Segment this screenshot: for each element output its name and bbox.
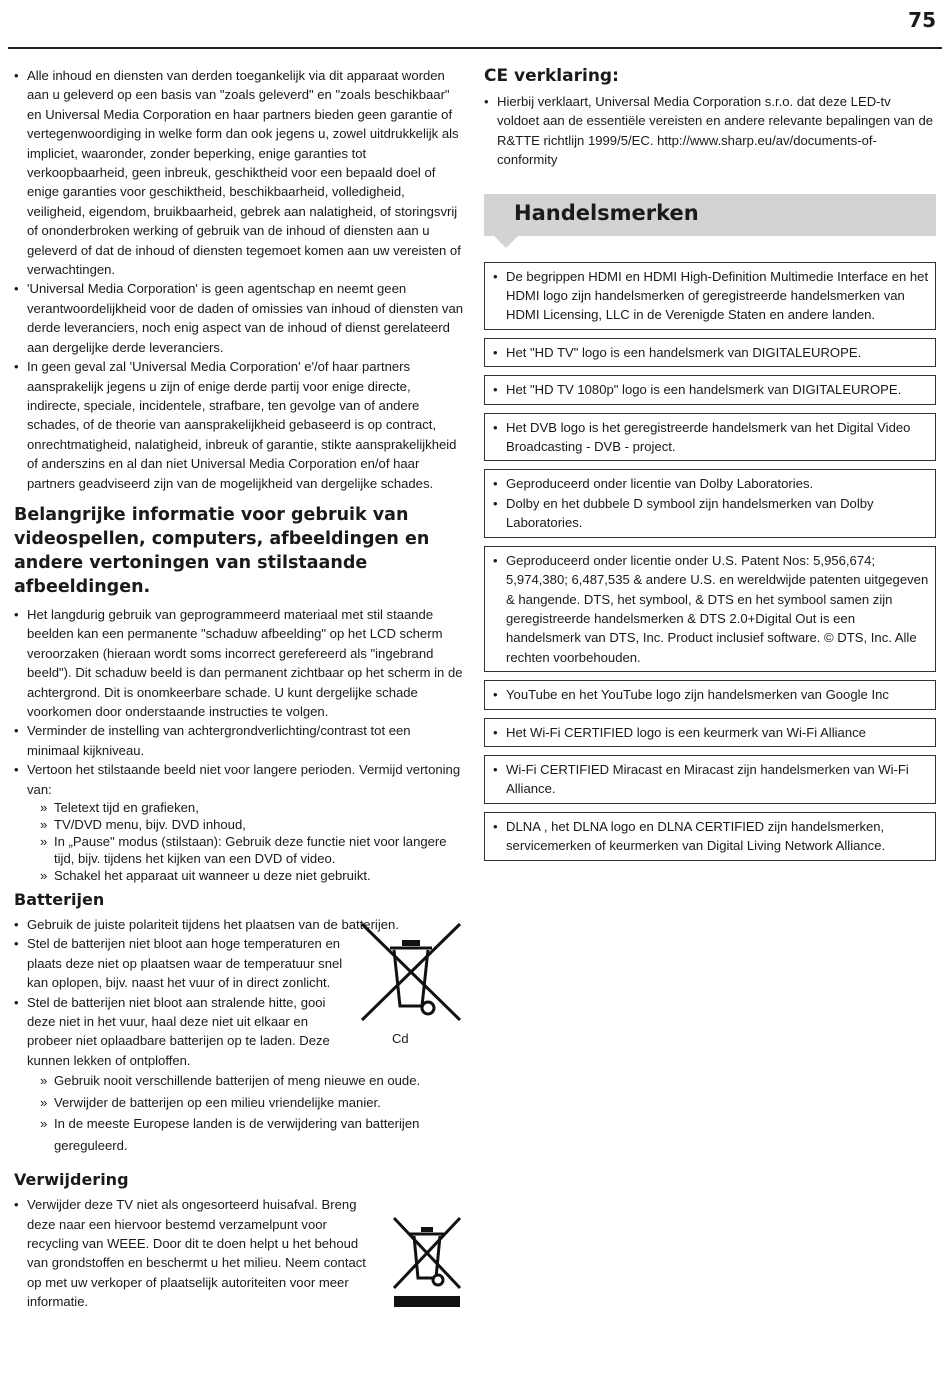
sub-list-item: » Teletext tijd en grafieken, <box>14 799 466 816</box>
trademark-box <box>484 755 936 804</box>
trademarks-banner <box>484 194 936 236</box>
trademark-box <box>484 546 936 672</box>
list-item: • Vertoon het stilstaande beeld niet voor langere perioden. Vermijd vertoning van: <box>14 760 466 799</box>
trademark-box <box>484 680 936 709</box>
list-item: • De begrippen HDMI en HDMI High-Definition Multimedie Interface en het HDMI logo zijn handelsmerken of geregistreerde handelsmerken van HDMI Licensing, LLC in de Verenigde Staten en andere landen. <box>493 267 929 325</box>
disposal-heading: Verwijdering <box>14 1170 129 1190</box>
important-heading: Belangrijke informatie voor gebruik van videospellen, computers, afbeeldingen en andere vertoningen van stilstaande afbeeldingen. <box>14 504 430 597</box>
list-item: • In geen geval zal 'Universal Media Corporation' e'/of haar partners aansprakelijk jegens u zijn of enige derde partij voor enige directe, indirecte, speciale, incidentele, strafbare, ten gevolge van of andere schades, of de theorie van aansprakelijkheid gebaseerd is op contract, onrechtmatigheid, nalatigheid, inbreuk of garantie, stikte aansprakelijkheid of anderszins en al dan niet Universal Media Corporation en/of haar partners geadviseerd zijn van de mogelijkheid van dergelijke schades. <box>14 357 466 493</box>
list-item: • Verminder de instelling van achtergrondverlichting/contrast tot een minimaal kijkniveau. <box>14 721 466 760</box>
right-column <box>484 66 936 869</box>
list-item: • Verwijder deze TV niet als ongesorteerd huisafval. Breng deze naar een hiervoor bestemd verzamelpunt voor recycling van WEEE. Door dit te doen helpt u het behoud van grondstoffen en beschermt u het milieu. Neem contact op met uw verkoper of plaatselijk autoriteiten voor meer informatie. <box>14 1195 377 1311</box>
list-item: • Alle inhoud en diensten van derden toegankelijk via dit apparaat worden aan u geleverd op een basis van "zoals geleverd" en "zoals beschikbaar" en Universal Media Corporation en haar partners bieden geen garantie of vertegenwoordiging in welke form dan ook jegens u, zowel uitdrukkelijk als impliciet, waaronder, zonder beperking, enige garanties tot verkoopbaarheid, geen inbreuk, geschiktheid voor een bepaald doel of enige garanties voor geschiktheid, beschikbaarheid, volledigheid, veiligheid, eigendom, bruikbaarheid, gebrek aan nalatigheid, of storingsvrij of ononderbroken werking of gebruik van de inhoud of diensten aan u geleverd of dat de inhoud of diensten tegemoet komen aan uw vereisten of verwachtingen. <box>14 66 466 279</box>
list-item: • DLNA , het DLNA logo en DLNA CERTIFIED zijn handelsmerken, servicemerken of keurmerken van Digital Living Network Alliance. <box>493 817 929 856</box>
sub-list-item: » In „Pause" modus (stilstaan): Gebruik deze functie niet voor langere tijd, bijv. tijdens het kijken van een DVD of video. <box>14 833 466 867</box>
cd-label: Cd <box>392 1031 409 1046</box>
weee-bin-icon <box>392 1216 462 1308</box>
list-item: • Gebruik de juiste polariteit tijdens het plaatsen van de batterijen. <box>14 915 466 934</box>
page-number: 75 <box>908 8 936 32</box>
list-item: • YouTube en het YouTube logo zijn handelsmerken van Google Inc <box>493 685 929 704</box>
crossed-out-bin-icon <box>360 922 462 1022</box>
trademarks-heading: Handelsmerken <box>514 200 699 225</box>
list-item: • Het "HD TV" logo is een handelsmerk van DIGITALEUROPE. <box>493 343 929 362</box>
batteries-heading: Batterijen <box>14 890 105 909</box>
trademark-box <box>484 338 936 367</box>
trademark-box <box>484 262 936 330</box>
ce-heading: CE verklaring: <box>484 66 619 86</box>
list-item: • Het langdurig gebruik van geprogrammeerd materiaal met stil staande beelden kan een permanente "schaduw afbeelding" op het LCD scherm veroorzaken (hieraan wordt soms incorrect gerefereerd als "ingebrand beeld"). Dit schaduw beeld is dan permanent zichtbaar op het scherm in de achtergrond. Dit is onomkeerbare schade. U kunt dergelijke schade voorkomen door onderstaande instructies te volgen. <box>14 605 466 721</box>
sub-list-item: » Gebruik nooit verschillende batterijen of meng nieuwe en oude. <box>14 1070 434 1092</box>
trademark-box <box>484 375 936 404</box>
trademark-box <box>484 469 936 537</box>
ce-list <box>484 92 936 170</box>
important-list <box>14 605 466 884</box>
trademark-box <box>484 718 936 747</box>
intro-list <box>14 66 466 493</box>
sub-list-item: » TV/DVD menu, bijv. DVD inhoud, <box>14 816 466 833</box>
list-item: • Stel de batterijen niet bloot aan hoge temperaturen en plaats deze niet op plaatsen waar de temperatuur snel kan oplopen, bijv. naast het vuur of in direct zonlicht. <box>14 934 345 992</box>
list-item: • Het Wi-Fi CERTIFIED logo is een keurmerk van Wi-Fi Alliance <box>493 723 929 742</box>
sub-list-item: » Verwijder de batterijen op een milieu vriendelijke manier. <box>14 1092 466 1114</box>
list-item: • Het "HD TV 1080p" logo is een handelsmerk van DIGITALEUROPE. <box>493 380 929 399</box>
banner-pointer <box>494 236 518 248</box>
list-item: • Het DVB logo is het geregistreerde handelsmerk van het Digital Video Broadcasting - DVB - project. <box>493 418 929 457</box>
list-item: • Hierbij verklaart, Universal Media Corporation s.r.o. dat deze LED-tv voldoet aan de essentiële vereisten en andere relevante bepalingen van de R&TTE richtlijn 1999/5/EC. http://www.sharp.eu/av/documents-of-conformity <box>484 92 936 170</box>
header-rule <box>8 47 942 49</box>
list-item: • Stel de batterijen niet bloot aan stralende hitte, gooi deze niet in het vuur, haal deze niet uit elkaar en probeer niet oplaadbare batterijen op te laden. Deze kunnen lekken of ontploffen. <box>14 993 345 1071</box>
trademark-box <box>484 812 936 861</box>
left-column <box>14 66 466 1312</box>
sub-list-item: » In de meeste Europese landen is de verwijdering van batterijen gereguleerd. <box>14 1113 454 1156</box>
list-item: • Wi-Fi CERTIFIED Miracast en Miracast zijn handelsmerken van Wi-Fi Alliance. <box>493 760 929 799</box>
list-item: • 'Universal Media Corporation' is geen agentschap en neemt geen verantwoordelijkheid voor de daden of omissies van inhoud of diensten van derde leveranciers, noch enig aspect van de inhoud of dienst gerelateerd aan dergelijke derde leveranciers. <box>14 279 466 357</box>
list-item: • Geproduceerd onder licentie onder U.S. Patent Nos: 5,956,674; 5,974,380; 6,487,535 & andere U.S. en wereldwijde patenten uitgegeven & hangende. DTS, het symbool, & DTS en het symbool samen zijn geregistreerde handelsmerken & DTS 2.0+Digital Out is een handelsmerk van DTS, Inc. Product inclusief software. © DTS, Inc. Alle rechten voorbehouden. <box>493 551 929 667</box>
list-item: • Dolby en het dubbele D symbool zijn handelsmerken van Dolby Laboratories. <box>493 494 929 533</box>
list-item: • Geproduceerd onder licentie van Dolby Laboratories. <box>493 474 929 493</box>
trademark-box <box>484 413 936 462</box>
sub-list-item: » Schakel het apparaat uit wanneer u deze niet gebruikt. <box>14 867 466 884</box>
